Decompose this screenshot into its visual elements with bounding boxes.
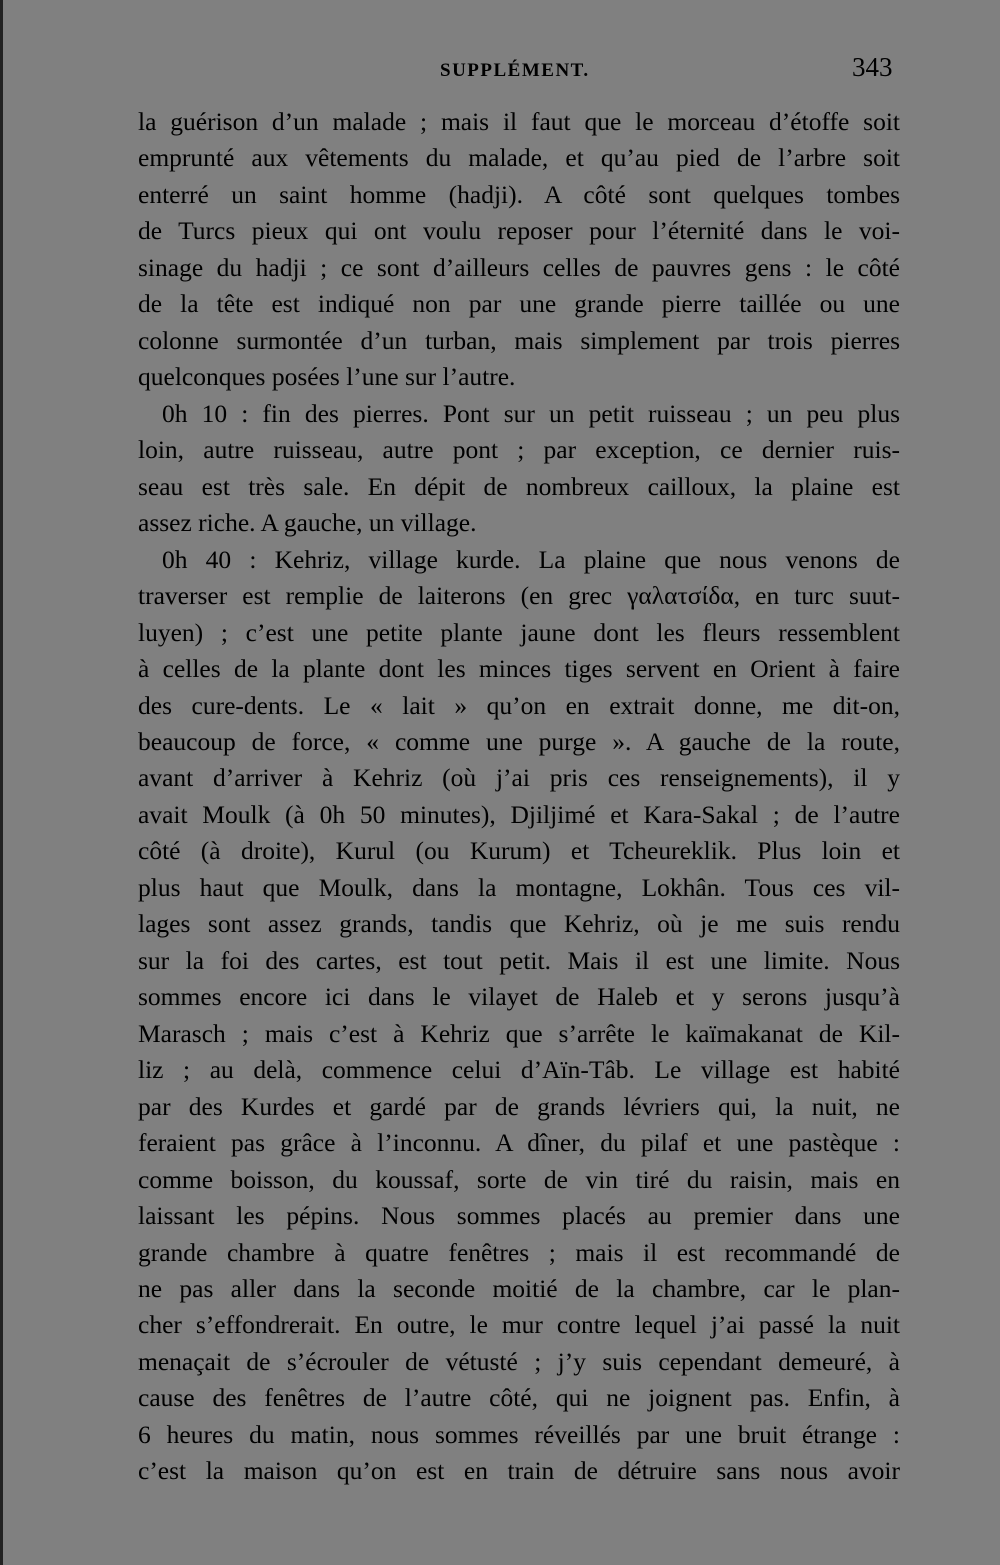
text-line: Marasch ; mais c’est à Kehriz que s’arrête le kaïmakanat de Kil- [138,1018,900,1048]
text-line: seau est très sale. En dépit de nombreux cailloux, la plaine est [138,471,900,501]
text-line: menaçait de s’écrouler de vétusté ; j’y suis cependant demeuré, à [138,1346,900,1376]
text-line: 0h 40 : Kehriz, village kurde. La plaine que nous venons de [162,544,900,574]
text-line: sinage du hadji ; ce sont d’ailleurs celles de pauvres gens : le côté [138,252,900,282]
text-line: à celles de la plante dont les minces tiges servent en Orient à faire [138,654,900,684]
text-line: des cure-dents. Le « lait » qu’on en extrait donne, me dit-on, [138,690,900,720]
text-line: cher s’effondrerait. En outre, le mur contre lequel j’ai passé la nuit [138,1310,900,1340]
text-line: sommes encore ici dans le vilayet de Haleb et y serons jusqu’à [138,982,900,1012]
text-line: liz ; au delà, commence celui d’Aïn-Tâb. Le village est habité [138,1055,900,1085]
page-header [0,0,1000,100]
text-line: 0h 10 : fin des pierres. Pont sur un petit ruisseau ; un peu plus [162,398,900,428]
text-line: luyen) ; c’est une petite plante jaune dont les fleurs ressemblent [138,617,900,647]
text-line: côté (à droite), Kurul (ou Kurum) et Tcheureklik. Plus loin et [138,836,900,866]
page-number: 343 [852,52,893,82]
text-line: ne pas aller dans la seconde moitié de la chambre, car le plan- [138,1274,900,1303]
text-line: plus haut que Moulk, dans la montagne, Lokhân. Tous ces vil- [138,872,900,902]
text-line: grande chambre à quatre fenêtres ; mais il est recommandé de [138,1237,900,1267]
text-line: comme boisson, du koussaf, sorte de vin tiré du raisin, mais en [138,1164,900,1194]
text-line: assez riche. A gauche, un village. [138,508,477,538]
text-line: enterré un saint homme (hadji). A côté sont quelques tombes [138,179,900,209]
text-line: beaucoup de force, « comme une purge ». A gauche de la route, [138,726,900,756]
text-line: 6 heures du matin, nous sommes réveillés par une bruit étrange : [138,1419,900,1449]
text-line: loin, autre ruisseau, autre pont ; par exception, ce dernier ruis- [138,435,900,465]
text-line: de la tête est indiqué non par une grande pierre taillée ou une [138,289,900,319]
running-head: SUPPLÉMENT. [440,60,590,81]
body-text [138,104,900,1490]
text-line: laissant les pépins. Nous sommes placés au premier dans une [138,1201,900,1231]
text-line: avait Moulk (à 0h 50 minutes), Djiljimé et Kara-Sakal ; de l’autre [138,799,900,829]
text-line: colonne surmontée d’un turban, mais simplement par trois pierres [138,325,900,355]
text-line: la guérison d’un malade ; mais il faut que le morceau d’étoffe soit [138,107,900,136]
text-line: de Turcs pieux qui ont voulu reposer pour l’éternité dans le voi- [138,216,900,246]
text-line: emprunté aux vêtements du malade, et qu’au pied de l’arbre soit [138,143,900,173]
page-edge [0,0,3,1565]
text-line: quelconques posées l’une sur l’autre. [138,362,516,392]
text-line: cause des fenêtres de l’autre côté, qui ne joignent pas. Enfin, à [138,1383,900,1413]
text-line: c’est la maison qu’on est en train de détruire sans nous avoir [138,1456,900,1486]
text-line: lages sont assez grands, tandis que Kehriz, où je me suis rendu [138,909,900,939]
text-line: avant d’arriver à Kehriz (où j’ai pris ces renseignements), il y [138,763,900,793]
text-line: par des Kurdes et gardé par de grands lévriers qui, la nuit, ne [138,1091,900,1121]
text-line: feraient pas grâce à l’inconnu. A dîner, du pilaf et une pastèque : [138,1128,900,1158]
text-line: traverser est remplie de laiterons (en grec γαλατσίδα, en turc suut- [138,581,900,611]
text-line: sur la foi des cartes, est tout petit. Mais il est une limite. Nous [138,945,900,975]
